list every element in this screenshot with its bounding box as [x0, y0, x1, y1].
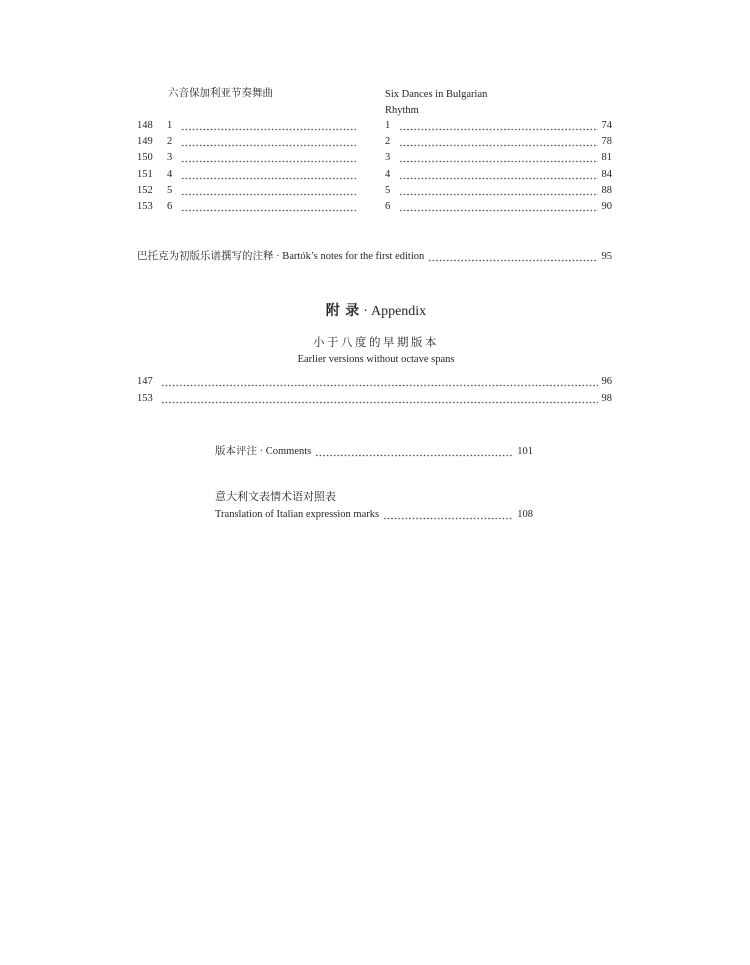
- dance-number: 4: [385, 169, 391, 180]
- dot-leader: [399, 168, 598, 182]
- translation-title-zh: 意大利文表情术语对照表: [215, 491, 336, 503]
- toc-row-right: [385, 200, 612, 214]
- dot-leader: [181, 200, 356, 214]
- toc-row-right: [385, 119, 612, 133]
- appendix-row: [137, 392, 612, 406]
- appendix-row: [137, 375, 612, 389]
- dance-number: 5: [167, 185, 173, 196]
- toc-row-left: [137, 184, 360, 198]
- page-number: 74: [601, 120, 612, 131]
- dance-number: 3: [385, 152, 391, 163]
- dance-number: 5: [385, 185, 391, 196]
- translation-label: Translation of Italian expression marks: [215, 509, 380, 520]
- dance-number: 1: [167, 120, 173, 131]
- dot-leader: [161, 375, 598, 389]
- six-dances-heading-zh: 六音保加利亚节奏舞曲: [168, 88, 273, 99]
- page-number: 78: [601, 136, 612, 147]
- toc-row-right: [385, 151, 612, 165]
- dot-leader: [399, 119, 598, 133]
- piece-number: 148: [137, 120, 153, 131]
- page-number: 90: [601, 201, 612, 212]
- page-number: 101: [517, 446, 533, 457]
- page-number: 88: [601, 185, 612, 196]
- toc-row-left: [137, 119, 360, 133]
- comments-entry: [215, 445, 533, 459]
- dance-number: 2: [167, 136, 173, 147]
- notes-entry: [137, 250, 612, 264]
- piece-number: 147: [137, 376, 153, 387]
- dot-leader: [181, 135, 356, 149]
- six-dances-heading-en-line-1: Six Dances in Bulgarian: [385, 89, 488, 100]
- page-number: 98: [601, 393, 612, 404]
- translation-entry: [215, 508, 533, 522]
- dance-number: 1: [385, 120, 391, 131]
- dot-leader: [181, 168, 356, 182]
- appendix-title-separator: ·: [363, 304, 368, 319]
- piece-number: 152: [137, 185, 153, 196]
- dot-leader: [383, 508, 513, 522]
- page-number: 96: [601, 376, 612, 387]
- dot-leader: [399, 184, 598, 198]
- dot-leader: [399, 200, 598, 214]
- dance-number: 4: [167, 169, 173, 180]
- dance-number: 6: [385, 201, 391, 212]
- page-number: 95: [601, 251, 612, 262]
- dance-number: 2: [385, 136, 391, 147]
- dot-leader: [428, 250, 597, 264]
- six-dances-heading-en: [385, 87, 487, 119]
- dance-number: 3: [167, 152, 173, 163]
- piece-number: 153: [137, 393, 153, 404]
- page-number: 81: [601, 152, 612, 163]
- dot-leader: [181, 184, 356, 198]
- appendix-title-zh: 附 录: [325, 304, 361, 319]
- appendix-subtitle-en: Earlier versions without octave spans: [297, 354, 455, 365]
- page-number: 108: [517, 509, 533, 520]
- piece-number: 153: [137, 201, 153, 212]
- piece-number: 151: [137, 169, 153, 180]
- appendix-title: [0, 303, 750, 321]
- dot-leader: [181, 119, 356, 133]
- piece-number: 150: [137, 152, 153, 163]
- toc-row-right: [385, 135, 612, 149]
- comments-label: 版本评注 · Comments: [215, 446, 312, 457]
- toc-row-left: [137, 168, 360, 182]
- six-dances-heading-en-line-2: Rhythm: [385, 105, 419, 116]
- appendix-subtitle-zh: 小于八度的早期版本: [313, 337, 439, 349]
- toc-row-left: [137, 151, 360, 165]
- dot-leader: [399, 135, 598, 149]
- page-number: 84: [601, 169, 612, 180]
- toc-row-right: [385, 184, 612, 198]
- notes-label: 巴托克为初版乐谱撰写的注释 · Bartók’s notes for the first edition: [137, 251, 425, 262]
- dot-leader: [161, 392, 598, 406]
- appendix-title-en: Appendix: [370, 304, 427, 319]
- toc-row-right: [385, 168, 612, 182]
- dance-number: 6: [167, 201, 173, 212]
- toc-row-left: [137, 135, 360, 149]
- dot-leader: [181, 151, 356, 165]
- dot-leader: [399, 151, 598, 165]
- dot-leader: [315, 445, 513, 459]
- toc-row-left: [137, 200, 360, 214]
- piece-number: 149: [137, 136, 153, 147]
